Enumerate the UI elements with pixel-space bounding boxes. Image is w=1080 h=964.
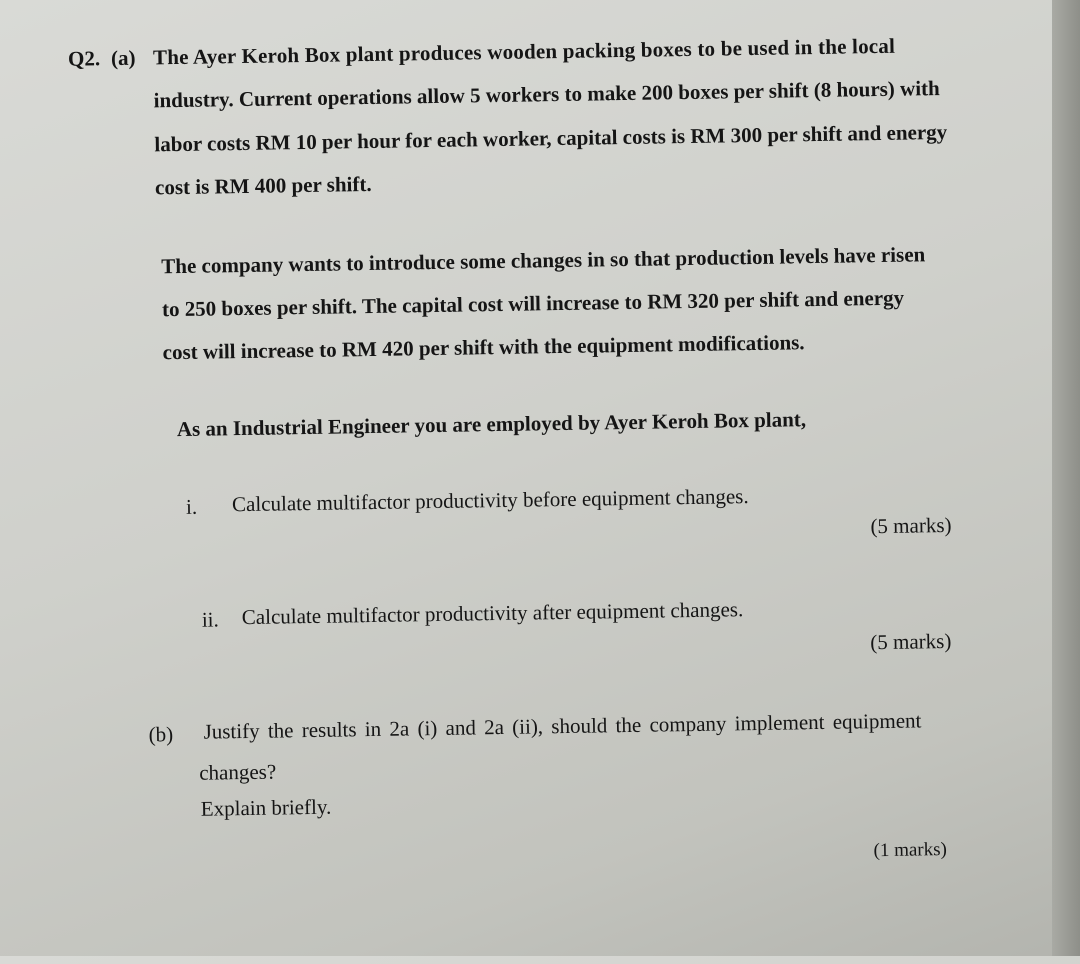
item-number: ii.	[201, 607, 219, 632]
para2-line: The company wants to introduce some changes in so that production levels have risen	[161, 242, 926, 279]
part-b-label: (b)	[148, 722, 174, 747]
part-b-line: Explain briefly.	[200, 794, 332, 821]
para2-line: to 250 boxes per shift. The capital cost will increase to RM 320 per shift and energy	[161, 285, 905, 322]
part-b-line: changes?	[199, 759, 277, 785]
item-text: Calculate multifactor productivity after equipment changes.	[241, 597, 744, 630]
para1-line: cost is RM 400 per shift.	[154, 171, 372, 200]
para1-line: industry. Current operations allow 5 workers to make 200 boxes per shift (8 hours) with	[153, 76, 940, 113]
item-marks: (5 marks)	[870, 512, 952, 539]
para2-line: cost will increase to RM 420 per shift with the equipment modifications.	[162, 330, 805, 365]
para1-line: The Ayer Keroh Box plant produces wooden packing boxes to be used in the local	[152, 33, 896, 70]
item-marks: (5 marks)	[870, 628, 952, 655]
part-b-line: Justify the results in 2a (i) and 2a (ii), should the company implement equipment	[203, 708, 922, 744]
para1-line: labor costs RM 10 per hour for each worker, capital costs is RM 300 per shift and energy	[154, 119, 948, 157]
part-a-label: (a)	[110, 45, 136, 71]
question-number: Q2.	[67, 46, 101, 71]
item-number: i.	[185, 494, 198, 519]
intro-text: As an Industrial Engineer you are employed by Ayer Keroh Box plant,	[176, 407, 807, 442]
item-text: Calculate multifactor productivity before equipment changes.	[231, 484, 749, 517]
part-b-marks: (1 marks)	[873, 839, 948, 862]
